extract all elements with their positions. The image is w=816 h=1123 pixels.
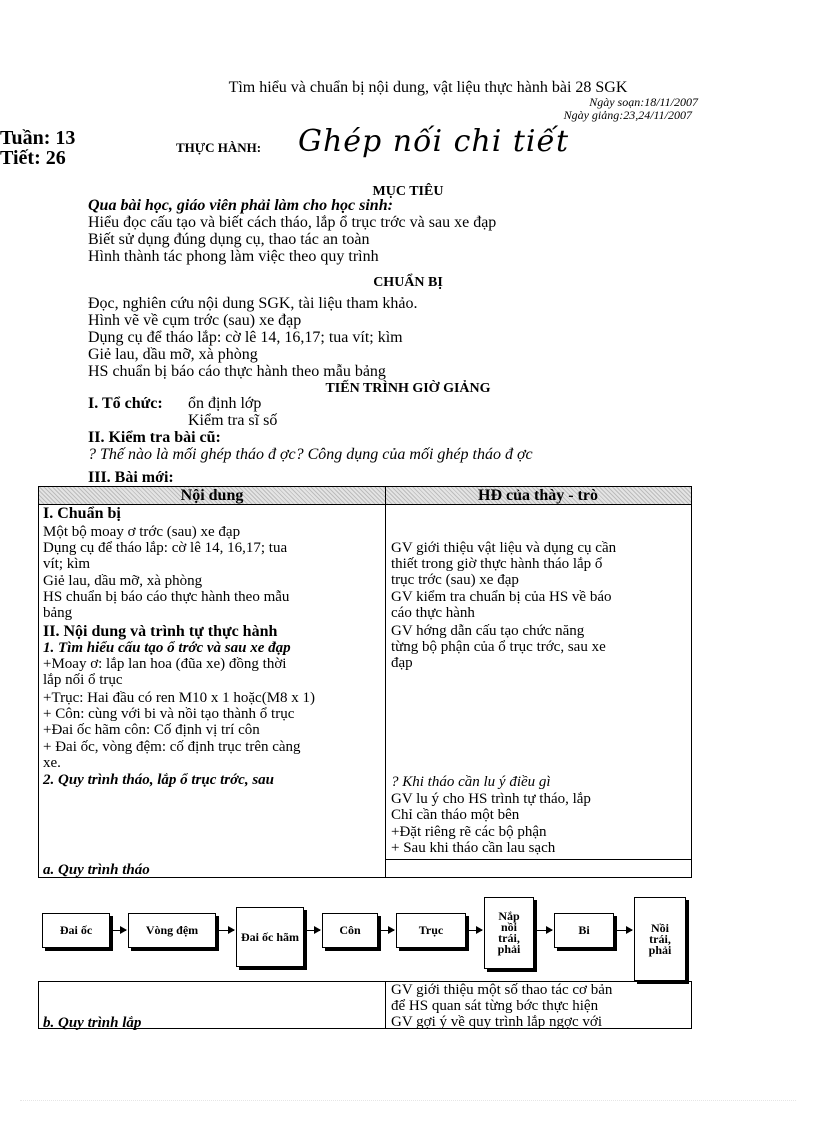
flow-arrow: [217, 930, 234, 931]
muc-tieu-lead: Qua bài học, giáo viên phải làm cho học sinh:: [88, 197, 393, 214]
to-chuc-1: ổn định lớp: [188, 395, 262, 412]
left-line: a. Quy trình tháo: [43, 862, 150, 878]
right-line: đạp: [391, 655, 413, 671]
flow-arrow: [111, 930, 126, 931]
right-line: GV giới thiệu vật liệu và dụng cụ cần: [391, 540, 617, 556]
practice-label: THỰC HÀNH:: [176, 140, 262, 155]
flow-step: Bi: [554, 913, 614, 948]
left-line: 2. Quy trình tháo, lắp ổ trục trớc, sau: [43, 772, 275, 788]
right-cell-divider: [385, 859, 691, 860]
flow-step: Đai ốc hãm: [236, 907, 304, 967]
right-line: + Sau khi tháo cần lau sạch: [391, 840, 556, 856]
chuan-bi-heading: CHUẨN BỊ: [373, 275, 443, 290]
flow-arrow: [535, 930, 552, 931]
right-line: Chỉ cần tháo một bên: [391, 807, 520, 823]
left-line: II. Nội dung và trình tự thực hành: [43, 623, 278, 640]
column-divider: [385, 487, 386, 877]
practice-title: Ghép nối chi tiết: [298, 124, 570, 159]
flow-step: Trục: [396, 913, 466, 948]
left-line: 1. Tìm hiểu cấu tạo ổ trớc và sau xe đạp: [43, 640, 291, 656]
left-line: b. Quy trình lắp: [43, 1015, 142, 1031]
flow-step: Nồi trái, phải: [634, 897, 686, 981]
tien-trinh-heading: TIẾN TRÌNH GIỜ GIẢNG: [325, 381, 491, 396]
ngay-soan: Ngày soạn:18/11/2007: [589, 95, 698, 109]
page-footer-rule: [20, 1100, 796, 1101]
right-line: GV hớng dẫn cấu tạo chức năng: [391, 623, 585, 639]
left-line: + Đai ốc, vòng đệm: cố định trục trên càng: [43, 739, 301, 755]
right-line: ? Khi tháo cần lu ý điều gì: [391, 774, 551, 790]
right-line: GV gợi ý về quy trình lắp ngợc với: [391, 1014, 602, 1030]
flow-step: Vòng đệm: [128, 913, 216, 948]
muc-tieu-item: Hình thành tác phong làm việc theo quy trình: [88, 248, 379, 265]
col-header-left: Nội dung: [180, 487, 244, 504]
chuan-bi-item: HS chuẩn bị báo cáo thực hành theo mẫu bảng: [88, 363, 386, 380]
col-header-right: HĐ của thày - trò: [478, 487, 598, 504]
left-line: HS chuẩn bị báo cáo thực hành theo mẫu: [43, 589, 290, 605]
flow-arrow: [615, 930, 632, 931]
to-chuc-label: I. Tổ chức:: [88, 395, 163, 412]
tuan-label: Tuần: 13: [0, 127, 76, 149]
lesson-table: [38, 486, 692, 878]
left-line: +Trục: Hai đầu có ren M10 x 1 hoặc(M8 x 1): [43, 690, 316, 706]
lesson-table-2: [38, 981, 692, 1029]
tiet-label: Tiết: 26: [0, 147, 66, 169]
left-line: +Moay ơ: lắp lan hoa (đũa xe) đồng thời: [43, 656, 287, 672]
muc-tieu-item: Hiểu đọc cấu tạo và biết cách tháo, lắp ổ trục trớc và sau xe đạp: [88, 214, 497, 231]
right-line: thiết trong giờ thực hành tháo lắp ổ: [391, 556, 603, 572]
muc-tieu-heading: MỤC TIÊU: [372, 184, 444, 199]
left-line: bảng: [43, 605, 73, 621]
left-line: Giẻ lau, dầu mỡ, xà phòng: [43, 573, 203, 589]
flow-arrow: [467, 930, 482, 931]
left-line: xe.: [43, 755, 61, 771]
kiem-tra-label: II. Kiểm tra bài cũ:: [88, 429, 221, 446]
left-line: I. Chuẩn bị: [43, 505, 121, 522]
left-line: lắp nối ổ trục: [43, 672, 123, 688]
left-line: +Đai ốc hãm côn: Cố định vị trí côn: [43, 722, 260, 738]
bai-moi-label: III. Bài mới:: [88, 469, 174, 486]
left-line: Dụng cụ để tháo lắp: cờ lê 14, 16,17; tua: [43, 540, 288, 556]
flow-step: Đai ốc: [42, 913, 110, 948]
left-line: Một bộ moay ơ trớc (sau) xe đạp: [43, 524, 241, 540]
chuan-bi-item: Dụng cụ để tháo lắp: cờ lê 14, 16,17; tua vít; kìm: [88, 329, 403, 346]
right-line: từng bộ phận của ổ trục trớc, sau xe: [391, 639, 606, 655]
left-line: + Côn: cùng với bi và nồi tạo thành ổ trục: [43, 706, 295, 722]
to-chuc-2: Kiểm tra sĩ số: [188, 412, 278, 429]
flow-arrow: [305, 930, 320, 931]
right-line: GV lu ý cho HS trình tự tháo, lắp: [391, 791, 591, 807]
column-divider: [385, 982, 386, 1028]
flow-step: Nắp nồi trái, phải: [484, 897, 534, 969]
ngay-giang: Ngày giảng:23,24/11/2007: [563, 108, 692, 122]
chuan-bi-item: Giẻ lau, dầu mỡ, xà phòng: [88, 346, 258, 363]
kiem-tra-question: ? Thế nào là mối ghép tháo đ ợc? Công dụng của mối ghép tháo đ ợc: [88, 446, 533, 463]
chuan-bi-item: Hình vẽ về cụm trớc (sau) xe đạp: [88, 312, 302, 329]
right-line: +Đặt riêng rẽ các bộ phận: [391, 824, 547, 840]
left-line: vít; kìm: [43, 556, 91, 572]
flow-step: Côn: [322, 913, 378, 948]
right-line: cáo thực hành: [391, 605, 475, 621]
right-line: trục trớc (sau) xe đạp: [391, 572, 519, 588]
right-line: GV kiểm tra chuẩn bị của HS về báo: [391, 589, 612, 605]
chuan-bi-item: Đọc, nghiên cứu nội dung SGK, tài liệu tham khảo.: [88, 295, 418, 312]
flow-arrow: [379, 930, 394, 931]
right-line: GV giới thiệu một số thao tác cơ bản: [391, 982, 613, 998]
right-line: để HS quan sát từng bớc thực hiện: [391, 998, 599, 1014]
muc-tieu-item: Biết sử dụng đúng dụng cụ, thao tác an toàn: [88, 231, 370, 248]
top-line: Tìm hiểu và chuẩn bị nội dung, vật liệu thực hành bài 28 SGK: [228, 79, 628, 96]
